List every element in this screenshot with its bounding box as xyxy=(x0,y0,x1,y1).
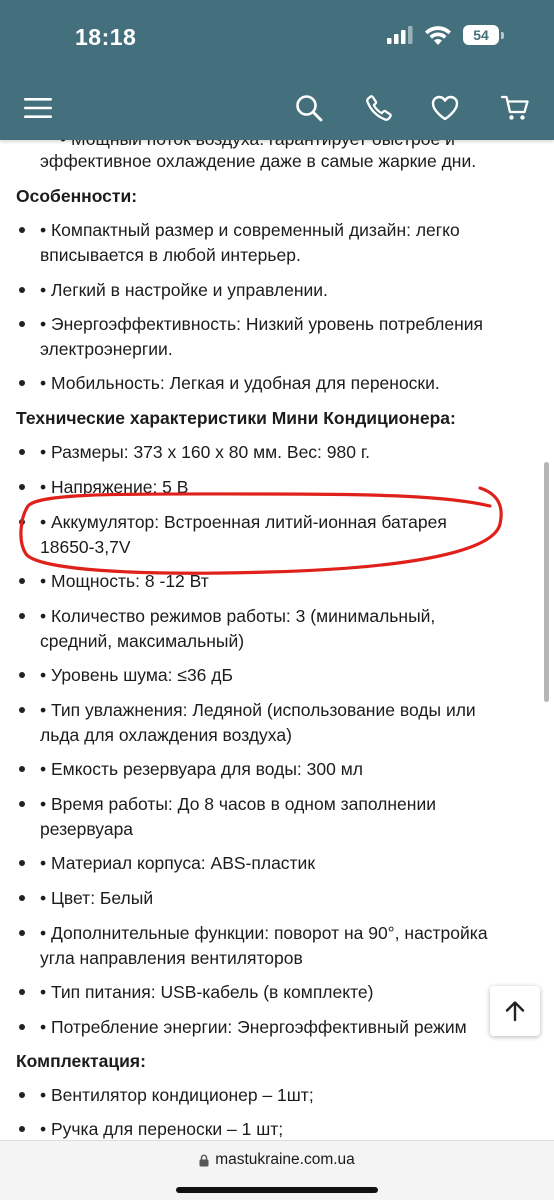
list-bullet xyxy=(19,672,25,678)
status-bar xyxy=(0,0,554,76)
wifi-icon xyxy=(425,26,451,45)
list-item-continuation: средний, максимальный) xyxy=(40,631,245,651)
list-bullet xyxy=(19,1126,25,1132)
list-bullet xyxy=(19,989,25,995)
list-item: • Потребление энергии: Энергоэффективный режим xyxy=(40,1017,467,1037)
list-bullet xyxy=(19,287,25,293)
list-item-continuation: резервуара xyxy=(40,819,134,839)
list-item: • Напряжение: 5 В xyxy=(40,477,189,497)
list-bullet xyxy=(19,766,25,772)
list-item-continuation: 18650-3,7V xyxy=(40,537,131,557)
list-item: • Мобильность: Легкая и удобная для переноски. xyxy=(40,373,440,393)
lock-icon xyxy=(199,1154,209,1167)
status-time: 18:18 xyxy=(75,24,137,50)
home-indicator xyxy=(176,1187,378,1193)
battery-level: 54 xyxy=(463,25,499,45)
cellular-signal-icon xyxy=(387,26,413,44)
product-description xyxy=(0,140,554,1140)
scroll-to-top-button[interactable] xyxy=(490,986,540,1036)
list-bullet xyxy=(19,380,25,386)
phone-icon[interactable] xyxy=(361,90,397,126)
url-display[interactable] xyxy=(0,1151,554,1169)
list-bullet xyxy=(19,578,25,584)
search-icon[interactable] xyxy=(291,90,327,126)
heart-icon[interactable] xyxy=(427,90,463,126)
battery-tip xyxy=(501,32,504,39)
kit-heading: Комплектация: xyxy=(16,1051,146,1071)
status-icons xyxy=(387,25,504,45)
list-item: • Компактный размер и современный дизайн: легко xyxy=(40,220,460,240)
url-text: mastukraine.com.ua xyxy=(215,1151,355,1168)
list-bullet xyxy=(19,860,25,866)
list-item: • Тип питания: USB-кабель (в комплекте) xyxy=(40,982,374,1002)
scrollbar[interactable] xyxy=(544,462,549,702)
battery-indicator xyxy=(463,25,504,45)
site-header xyxy=(0,76,554,140)
list-bullet xyxy=(19,484,25,490)
list-bullet xyxy=(19,1024,25,1030)
arrow-up-icon xyxy=(503,999,527,1023)
list-item: • Энергоэффективность: Низкий уровень потребления xyxy=(40,314,484,334)
list-item: • Емкость резервуара для воды: 300 мл xyxy=(40,759,363,779)
menu-icon[interactable] xyxy=(20,90,56,126)
list-bullet xyxy=(19,449,25,455)
list-bullet xyxy=(19,707,25,713)
list-bullet xyxy=(19,613,25,619)
list-item-continuation: угла направления вентиляторов xyxy=(40,948,303,968)
list-item-continuation: вписывается в любой интерьер. xyxy=(40,245,301,265)
features-heading: Особенности: xyxy=(16,186,138,206)
list-item-continuation: эффективное охлаждение даже в самые жаркие дни. xyxy=(40,151,477,171)
list-item: • Цвет: Белый xyxy=(40,888,154,908)
list-item: • Ручка для переноски – 1 шт; xyxy=(40,1119,284,1139)
list-item: • Легкий в настройке и управлении. xyxy=(40,280,328,300)
list-bullet xyxy=(19,801,25,807)
list-bullet xyxy=(19,321,25,327)
list-item: • Размеры: 373 х 160 х 80 мм. Вес: 980 г. xyxy=(40,442,370,462)
list-bullet xyxy=(19,930,25,936)
list-item: • Уровень шума: ≤36 дБ xyxy=(40,665,233,685)
list-item: • Вентилятор кондиционер – 1шт; xyxy=(40,1085,314,1105)
list-item-continuation: льда для охлаждения воздуха) xyxy=(40,725,292,745)
list-item: • Мощность: 8 -12 Вт xyxy=(40,571,209,591)
list-item-continuation: электроэнергии. xyxy=(40,339,173,359)
list-bullet xyxy=(19,227,25,233)
specs-heading: Технические характеристики Мини Кондиционера: xyxy=(16,408,456,428)
cart-icon[interactable] xyxy=(497,90,533,126)
list-item: • Материал корпуса: ABS-пластик xyxy=(40,853,315,873)
list-item: • Время работы: До 8 часов в одном заполнении xyxy=(40,794,436,814)
list-item: • Дополнительные функции: поворот на 90°, настройка xyxy=(40,923,488,943)
list-bullet xyxy=(19,1092,25,1098)
list-item: • Тип увлажнения: Ледяной (использование воды или xyxy=(40,700,476,720)
browser-url-bar[interactable] xyxy=(0,1140,554,1200)
list-item: • Аккумулятор: Встроенная литий-ионная батарея xyxy=(40,512,447,532)
list-bullet xyxy=(19,895,25,901)
list-item: • Количество режимов работы: 3 (минимальный, xyxy=(40,606,436,626)
list-bullet xyxy=(19,519,25,525)
